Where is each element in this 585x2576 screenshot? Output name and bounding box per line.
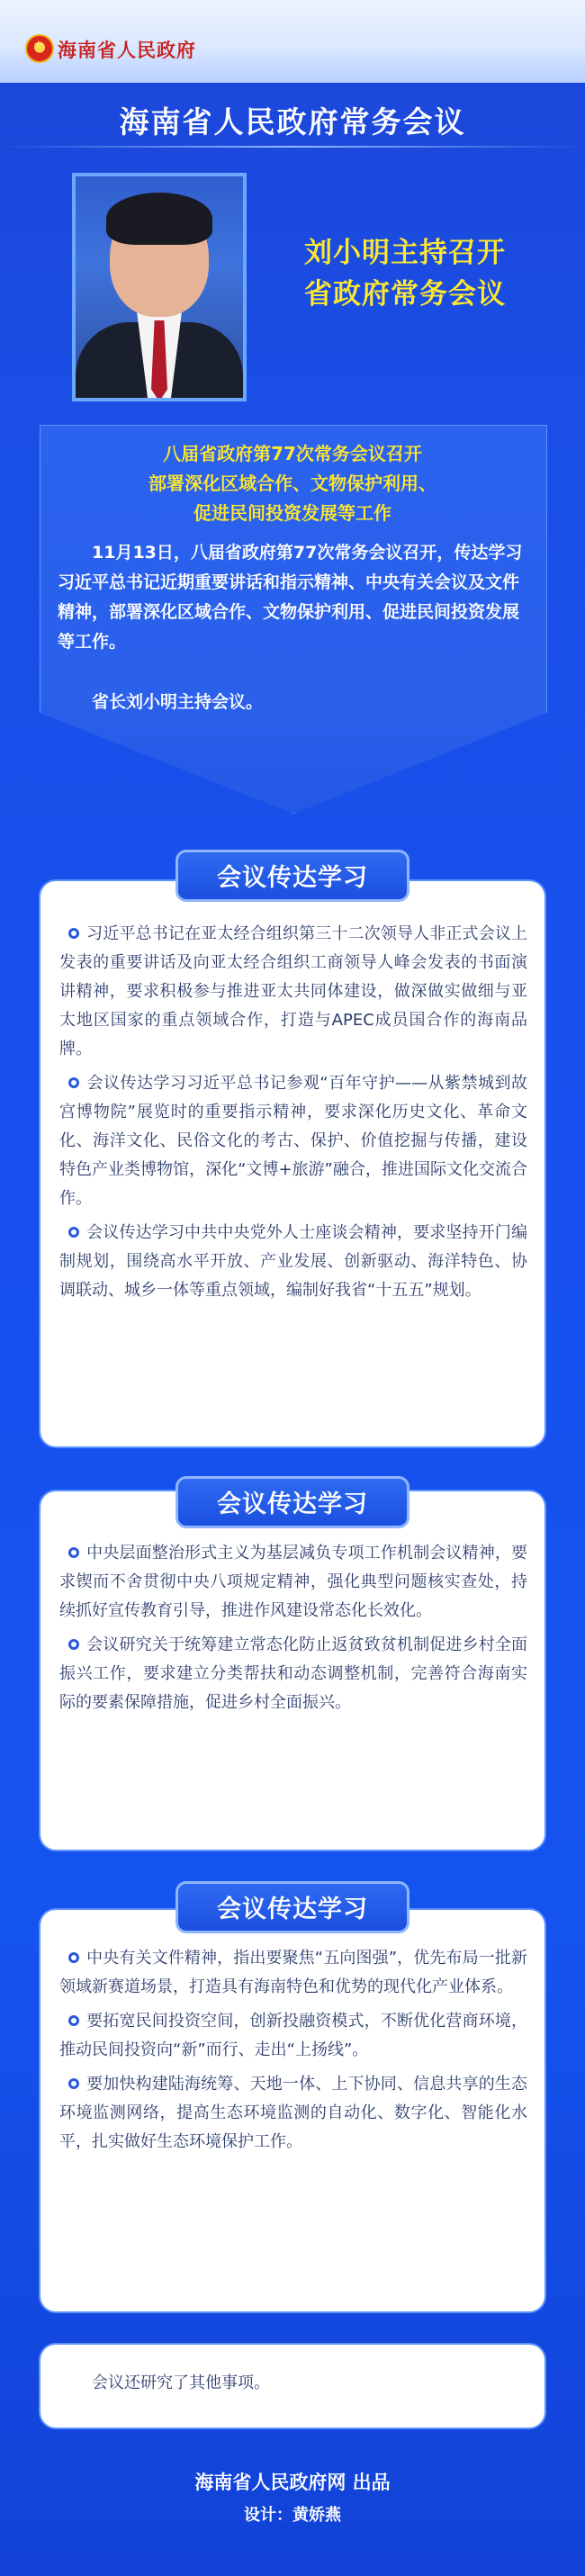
title-divider bbox=[0, 146, 585, 148]
circle-bullet-icon bbox=[68, 1952, 79, 1963]
circle-bullet-icon bbox=[68, 2015, 79, 2026]
page-title: 海南省人民政府常务会议 bbox=[119, 104, 466, 140]
headline-line-1: 刘小明主持召开 bbox=[304, 237, 506, 269]
gov-name[interactable]: 海南省人民政府 bbox=[58, 40, 196, 61]
portrait-photo bbox=[72, 173, 247, 401]
headline bbox=[270, 232, 540, 315]
section-title: 会议传达学习 bbox=[176, 850, 410, 902]
list-item: 习近平总书记在亚太经合组织第三十二次领导人非正式会议上发表的重要讲话及向亚太经合组织工商领导人峰会发表的书面演讲精神，要求积极参与推进亚太共同体建设，做深做实做细与亚太地区国家的重点领域合作，打造与APEC成员国合作的海南品牌。 bbox=[59, 924, 527, 1058]
circle-bullet-icon bbox=[68, 2078, 79, 2089]
intro-subtitle: 八届省政府第77次常务会议召开 部署深化区域合作、文物保护利用、 促进民间投资发展等工作 bbox=[148, 443, 436, 524]
section-body bbox=[59, 1539, 527, 1723]
top-banner bbox=[0, 0, 585, 83]
section-body bbox=[59, 920, 527, 1311]
list-item: 中央有关文件精神，指出要聚焦“五向图强”，优先布局一批新领域新赛道场景，打造具有海南特色和优势的现代化产业体系。 bbox=[59, 1949, 527, 1996]
intro-paragraph: 省长刘小明主持会议。 bbox=[92, 692, 264, 712]
footer-designer: 设计：黄娇燕 bbox=[244, 2506, 341, 2525]
list-item: 会议传达学习习近平总书记参观“百年守护——从紫禁城到故宫博物院”展览时的重要指示精神，要求深化历史文化、革命文化、海洋文化、民俗文化的考古、保护、价值挖掘与传播，建设特色产业类博物馆，深化“文博+旅游”融合，推进国际文化交流合作。 bbox=[59, 1074, 527, 1208]
section-title: 会议传达学习 bbox=[176, 1476, 410, 1528]
circle-bullet-icon bbox=[68, 1547, 79, 1558]
list-item: 要加快构建陆海统筹、天地一体、上下协同、信息共享的生态环境监测网络，提高生态环境监测的自动化、数字化、智能化水平，扎实做好生态环境保护工作。 bbox=[59, 2075, 527, 2151]
list-item: 会议传达学习中共中央党外人士座谈会精神，要求坚持开门编制规划，围绕高水平开放、产业发展、创新驱动、海洋特色、协调联动、城乡一体等重点领域，编制好我省“十五五”规划。 bbox=[59, 1223, 527, 1300]
list-item: 会议研究关于统筹建立常态化防止返贫致贫机制促进乡村全面振兴工作，要求建立分类帮扶和动态调整机制，完善符合海南实际的要素保障措施，促进乡村全面振兴。 bbox=[59, 1635, 527, 1712]
circle-bullet-icon bbox=[68, 1639, 79, 1650]
national-emblem-icon bbox=[25, 34, 54, 63]
closing-text: 会议还研究了其他事项。 bbox=[92, 2373, 270, 2392]
list-item: 要拓宽民间投资空间，创新投融资模式，不断优化营商环境，推动民间投资向“新”而行、走出“上扬线”。 bbox=[59, 2012, 527, 2059]
circle-bullet-icon bbox=[68, 928, 79, 939]
list-item: 中央层面整治形式主义为基层减负专项工作机制会议精神，要求锲而不舍贯彻中央八项规定精神，强化典型问题核实查处，持续抓好宣传教育引导，推进作风建设常态化长效化。 bbox=[59, 1544, 527, 1620]
circle-bullet-icon bbox=[68, 1227, 79, 1238]
intro-paragraph: 11月13日，八届省政府第77次常务会议召开，传达学习习近平总书记近期重要讲话和指示精神、中央有关会议及文件精神，部署深化区域合作、文物保护利用、促进民间投资发展等工作。 bbox=[58, 543, 523, 652]
headline-line-2: 省政府常务会议 bbox=[304, 278, 506, 311]
circle-bullet-icon bbox=[68, 1077, 79, 1088]
intro-body bbox=[58, 538, 526, 717]
section-body bbox=[59, 1944, 527, 2162]
footer-publisher: 海南省人民政府网 出品 bbox=[194, 2472, 391, 2493]
section-title: 会议传达学习 bbox=[176, 1881, 410, 1933]
